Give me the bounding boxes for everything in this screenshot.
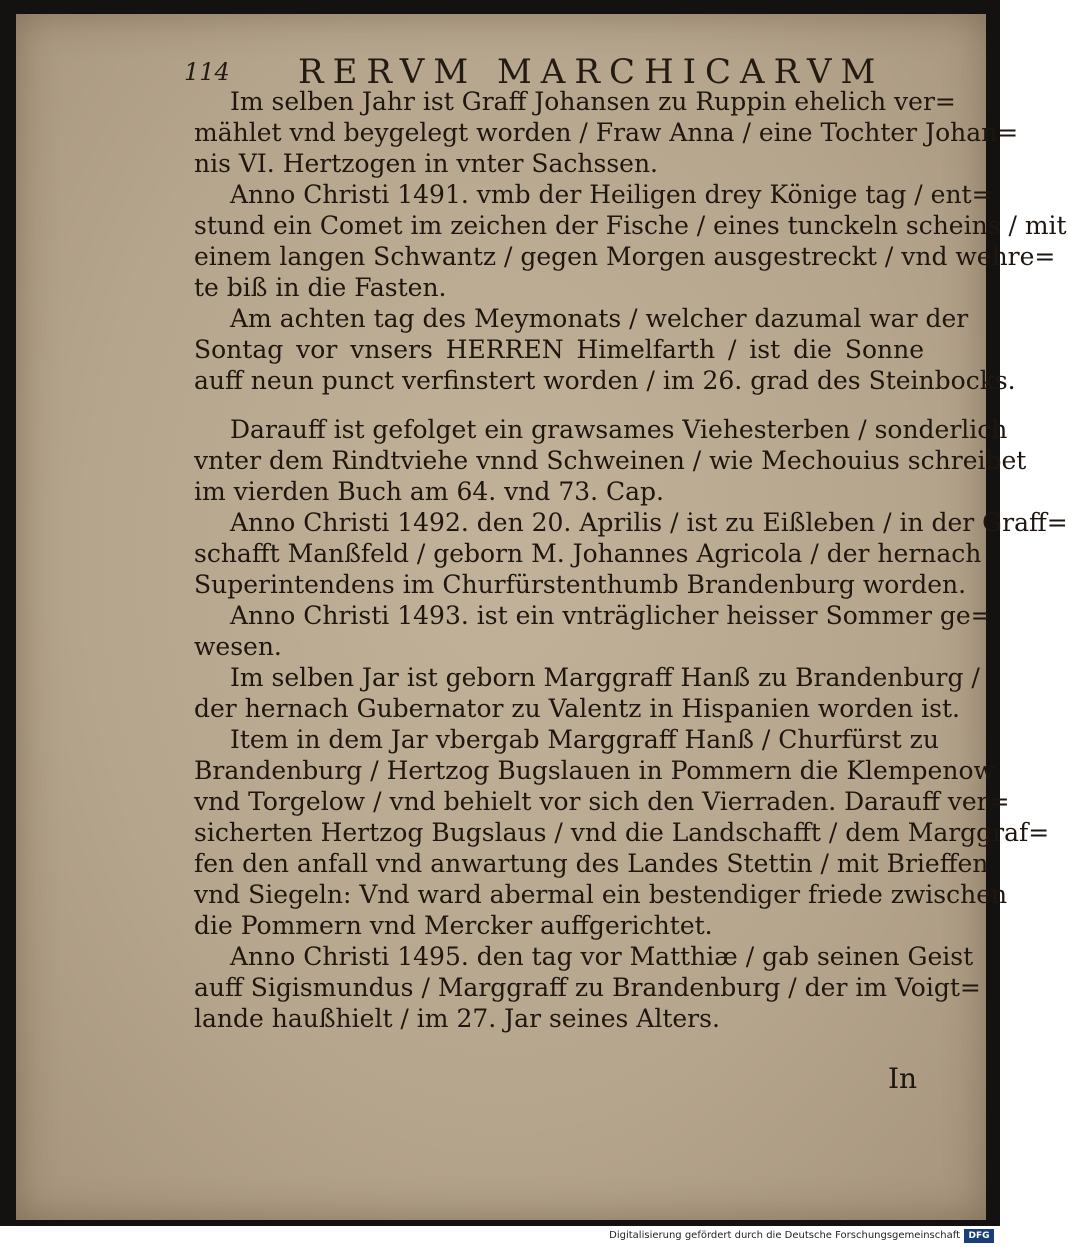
paragraph xyxy=(194,179,1067,303)
text-line: Anno Christi 1491. vmb der Heiligen drey Könige tag / ent= xyxy=(230,180,993,209)
paragraph xyxy=(194,507,1068,600)
text-line: Darauff ist gefolget ein grawsames Viehesterben / sonderlich xyxy=(230,415,1008,444)
text-line: auff Sigismundus / Marggraff zu Brandenburg / der im Voigt= xyxy=(194,973,981,1002)
paragraph xyxy=(194,662,980,724)
paragraph xyxy=(194,303,1016,396)
paragraph xyxy=(194,414,1027,507)
text-line: schafft Manßfeld / geborn M. Johannes Agricola / der hernach xyxy=(194,539,982,568)
dfg-logo-icon: DFG xyxy=(964,1229,994,1243)
text-line: nis VI. Hertzogen in vnter Sachssen. xyxy=(194,149,659,178)
text-line: der hernach Gubernator zu Valentz in Hispanien worden ist. xyxy=(194,694,960,723)
text-line: Im selben Jahr ist Graff Johansen zu Ruppin ehelich ver= xyxy=(230,87,956,116)
text-line: vnd Torgelow / vnd behielt vor sich den Vierraden. Darauff ver= xyxy=(194,787,1010,816)
text-line: vnd Siegeln: Vnd ward abermal ein bestendiger friede zwischen xyxy=(194,880,1008,909)
page-number: 114 xyxy=(184,58,230,86)
text-line: Im selben Jar ist geborn Marggraff Hanß zu Brandenburg / xyxy=(230,663,980,692)
text-line: Superintendens im Churfürstenthumb Brandenburg worden. xyxy=(194,570,967,599)
text-line: im vierden Buch am 64. vnd 73. Cap. xyxy=(194,477,665,506)
catchword: In xyxy=(888,1062,918,1095)
text-line: stund ein Comet im zeichen der Fische / eines tunckeln scheins / mit xyxy=(194,211,1067,240)
paragraph xyxy=(194,941,981,1034)
text-block xyxy=(194,86,1068,1034)
text-line: vnter dem Rindtviehe vnnd Schweinen / wie Mechouius schreibet xyxy=(194,446,1027,475)
text-line: die Pommern vnd Mercker auffgerichtet. xyxy=(194,911,713,940)
text-line: Sontag vor vnsers HERREN Himelfarth / ist die Sonne xyxy=(194,335,924,364)
text-line: einem langen Schwantz / gegen Morgen ausgestreckt / vnd wehre= xyxy=(194,242,1056,271)
book-page xyxy=(16,14,1068,1220)
paragraph xyxy=(194,600,992,662)
footer-credit: Digitalisierung gefördert durch die Deutsche Forschungsgemeinschaft xyxy=(609,1230,960,1241)
text-line: wesen. xyxy=(194,632,282,661)
text-line: Brandenburg / Hertzog Bugslauen in Pommern die Klempenow xyxy=(194,756,995,785)
text-line: mählet vnd beygelegt worden / Fraw Anna / eine Tochter Johan= xyxy=(194,118,1019,147)
paragraph xyxy=(194,86,1019,179)
footer xyxy=(0,1226,1000,1247)
text-line: te biß in die Fasten. xyxy=(194,273,447,302)
running-head: RERVM MARCHICARVM xyxy=(298,52,885,92)
paragraph xyxy=(194,724,1050,941)
text-line: Item in dem Jar vbergab Marggraff Hanß / Churfürst zu xyxy=(230,725,939,754)
text-line: Anno Christi 1493. ist ein vnträglicher heisser Sommer ge= xyxy=(230,601,992,630)
text-line: auff neun punct verfinstert worden / im 26. grad des Steinbocks. xyxy=(194,366,1016,395)
text-line: Anno Christi 1495. den tag vor Matthiæ / gab seinen Geist xyxy=(230,942,974,971)
text-line: Anno Christi 1492. den 20. Aprilis / ist zu Eißleben / in der Graff= xyxy=(230,508,1068,537)
text-line: lande haußhielt / im 27. Jar seines Alters. xyxy=(194,1004,720,1033)
text-line: fen den anfall vnd anwartung des Landes Stettin / mit Brieffen xyxy=(194,849,989,878)
paragraph-gap xyxy=(194,396,924,414)
text-line: sicherten Hertzog Bugslaus / vnd die Landschafft / dem Marggraf= xyxy=(194,818,1050,847)
text-line: Am achten tag des Meymonats / welcher dazumal war der xyxy=(230,304,969,333)
